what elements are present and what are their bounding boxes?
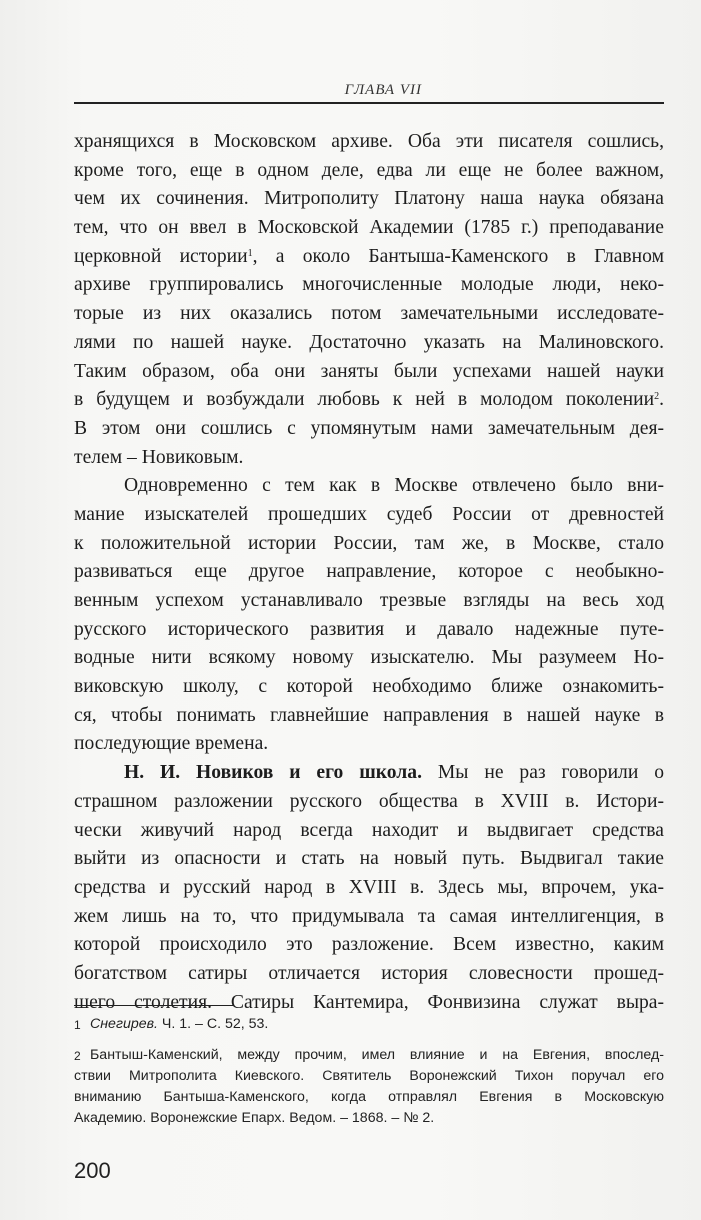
footnote-1 [74,1014,664,1035]
text-line: Таким образом, оба они заняты были успехами нашей науки [74,360,664,382]
footnote-divider [74,1005,234,1006]
text-line: архиве группировались многочисленные молодые люди, неко- [74,274,664,296]
text-line: торые из них оказались потом замечательными исследовате- [74,303,664,325]
footnote-ref-1: 1 [247,247,253,259]
running-header [74,80,664,104]
footnote-number: 1 [74,1018,81,1032]
text-line [74,759,664,788]
text-line: хранящихся в Московском архиве. Оба эти писателя сошлись, [74,131,664,152]
text-line: к положительной истории России, там же, в Москве, стало [74,532,664,554]
text-line: телем – Новиковым. [74,446,244,468]
text-line: чески живучий народ всегда находит и выдвигает средства [74,819,664,841]
text-line: выйти из опасности и стать на новый путь. Выдвигал такие [74,848,664,870]
footnote-author: Снегирев. [90,1016,158,1032]
text-line: страшном разложении русского общества в XVIII в. Истори- [74,790,664,812]
footnotes [74,1014,664,1129]
text-line: шего столетия. Сатиры Кантемира, Фонвизина служат выра- [74,991,664,1013]
text-line: Одновременно с тем как в Москве отвлечено было вни- [124,475,664,497]
footnote-ref-2: 2 [654,391,660,403]
text-fragment: . [659,389,664,411]
text-line: тем, что он ввел в Московской Академии (1785 г.) преподавание [74,217,664,239]
text-line: мание изыскателей прошедших судеб России от древностей [74,503,664,525]
text-line: В этом они сошлись с упомянутым нами замечательным дея- [74,417,664,439]
text-fragment: церковной истории [74,245,248,267]
main-text [74,128,664,1017]
text-line: жем лишь на то, что придумывала та самая интеллигенция, в [74,905,664,927]
text-fragment: Мы не раз говорили о [422,762,664,784]
text-line [74,243,664,272]
text-line: развиваться еще другое направление, которое с необыкно- [74,561,664,583]
text-line: средства и русский народ в XVIII в. Здесь мы, впрочем, ука- [74,876,664,898]
footnote-line [74,1045,664,1066]
text-line: венным успехом устанавливало трезвые взгляды на весь ход [74,590,664,611]
text-line: кроме того, еще в одном деле, едва ли еще не более важном, [74,159,664,181]
footnote-number: 2 [74,1049,81,1063]
page-number: 200 [74,1158,111,1183]
footnote-line: вниманию Бантыша-Каменского, когда отправлял Евгения в Московскую [74,1089,664,1105]
footnote-line: ствии Митрополита Киевского. Святитель Воронежский Тихон поручал его [74,1068,664,1084]
text-line: которой происходило это разложение. Всем известно, каким [74,934,664,956]
text-fragment: , а около Бантыша-Каменского в Главном [252,245,664,267]
section-heading: Н. И. Новиков и его школа. [124,762,422,784]
text-line: русского исторического развития и давало надежные путе- [74,618,664,640]
chapter-title: ГЛАВА VII [344,82,422,98]
text-line: последующие времена. [74,733,269,755]
text-line: лями по нашей науке. Достаточно указать на Малиновского. [74,331,664,353]
footnote-text: Бантыш-Каменский, между прочим, имел влияние и на Евгения, впослед- [90,1047,664,1063]
text-line: богатством сатиры отличается история словесности прошед- [74,962,664,984]
footnote-line: Академию. Воронежские Епарх. Ведом. – 1868. – № 2. [74,1110,435,1126]
footnote-text: Ч. 1. – С. 52, 53. [157,1016,269,1032]
text-line: ся, чтобы понимать главнейшие направления в нашей науке в [74,704,664,726]
text-line [74,386,664,415]
footnote-2 [74,1045,664,1129]
text-line: чем их сочинения. Митрополиту Платону наша наука обязана [74,188,664,210]
text-line: виковскую школу, с которой необходимо ближе ознакомить- [74,676,664,698]
text-line: водные нити всякому новому изыскателю. Мы разумеем Но- [74,647,664,669]
text-fragment: в будущем и возбуждали любовь к ней в молодом поколении [74,389,655,411]
